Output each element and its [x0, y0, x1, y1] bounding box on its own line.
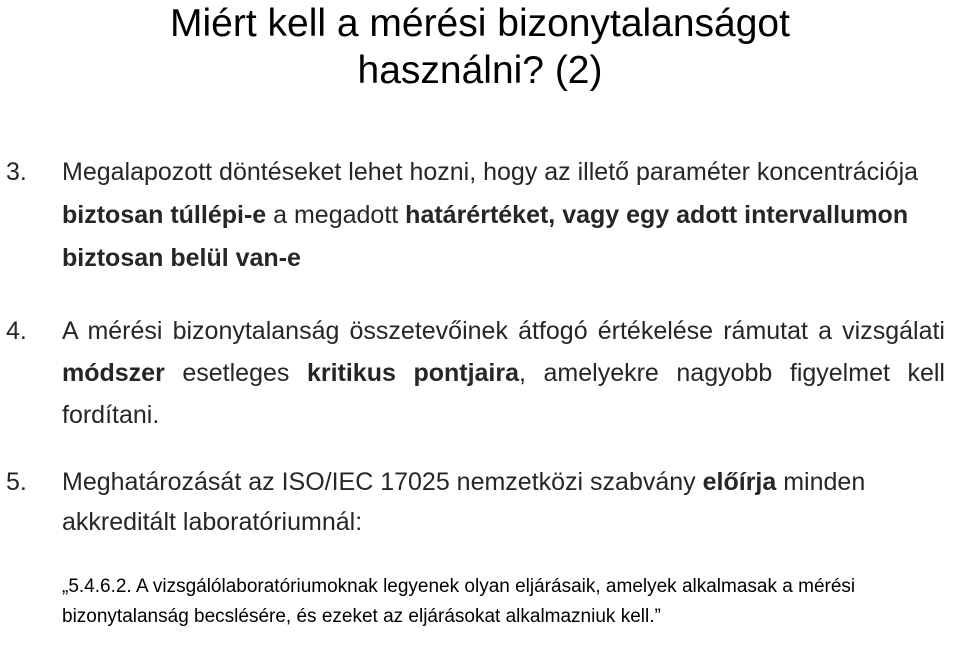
text-run: Meghatározását az ISO/IEC 17025 nemzetközi szabvány	[62, 468, 703, 496]
bold-text-run: előírja	[702, 468, 777, 496]
bold-text-run: kritikus pontjaira	[306, 359, 520, 387]
text-run: A mérési bizonytalanság összetevőinek átfogó értékelése rámutat a vizsgálati	[62, 317, 945, 345]
bold-text-run: határértéket, vagy egy adott intervallumon biztosan belül van-e	[62, 201, 909, 272]
list-item-number: 3.	[6, 158, 27, 186]
list-item-number: 5.	[6, 468, 27, 496]
bold-text-run: biztosan túllépi-e	[62, 201, 267, 229]
list-item-4	[0, 310, 945, 436]
list-item-text	[62, 151, 945, 280]
bold-text-run: módszer	[62, 359, 165, 387]
text-run: Megalapozott döntéseket lehet hozni, hogy az illető paraméter koncentrációja	[62, 158, 919, 186]
list-item-3	[0, 151, 945, 280]
list-item-number: 4.	[6, 317, 27, 345]
list-item-text	[62, 310, 945, 436]
list-item-5	[0, 462, 945, 542]
slide-title-line-1: Miért kell a mérési bizonytalanságot	[170, 2, 790, 45]
text-run: , amelyekre nagyobb figyelmet kell fordítani.	[62, 359, 945, 429]
text-run: esetleges	[164, 359, 307, 387]
slide-title	[0, 0, 960, 94]
slide-title-line-2: használni? (2)	[357, 49, 603, 92]
standard-quote: „5.4.6.2. A vizsgálólaboratóriumoknak legyenek olyan eljárásaik, amelyek alkalmasak a mérési bizonytalanság becslésére, és ezeket az eljárásokat alkalmazniuk kell.”	[62, 576, 856, 627]
list-item-text	[62, 462, 945, 542]
text-run: minden akkreditált laboratóriumnál:	[62, 468, 866, 536]
text-run: a megadott	[266, 201, 406, 229]
